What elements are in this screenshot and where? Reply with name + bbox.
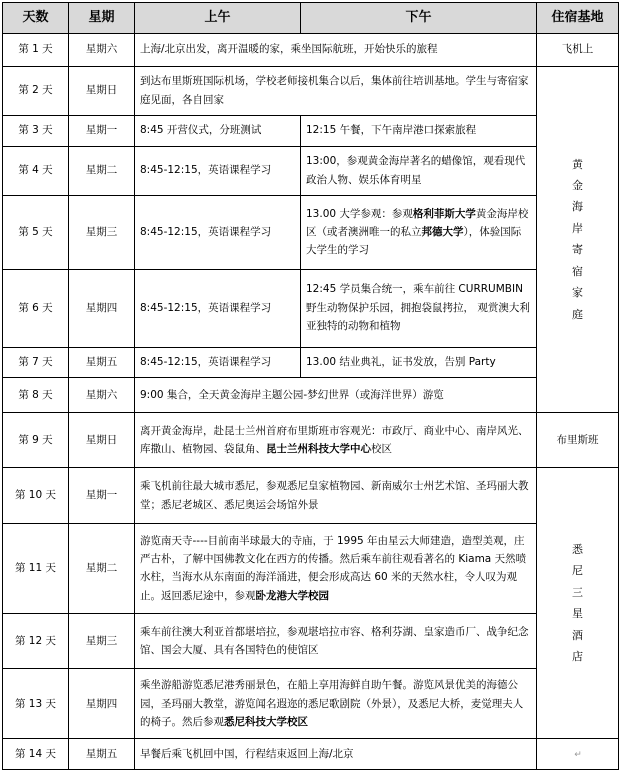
- table-row: [3, 378, 619, 413]
- header-day: 天数: [3, 3, 69, 34]
- itinerary-table: [2, 2, 619, 770]
- header-am: 上午: [135, 3, 301, 34]
- activity-cell: 乘飞机前往最大城市悉尼，参观悉尼皇家植物园、新南威尔士州艺术馆、圣玛丽大教堂；悉尼老城区、悉尼奥运会场馆外景: [135, 468, 537, 523]
- day-cell: 第 12 天: [3, 614, 69, 669]
- stay-cell: 飞机上: [537, 33, 619, 66]
- stay-cell: 布里斯班: [537, 413, 619, 468]
- header-stay: 住宿基地: [537, 3, 619, 34]
- weekday-cell: 星期一: [69, 468, 135, 523]
- activity-text: 乘坐游船游览悉尼港秀丽景色，在船上享用海鲜自助午餐。游览风景优美的海德公园，圣玛丽大教堂，游览闻名遐迩的悉尼歌剧院（外景），及悉尼大桥，麦觉理夫人的椅子。然后参观: [140, 679, 524, 728]
- stay-char: 庭: [572, 307, 583, 321]
- weekday-cell: 星期六: [69, 378, 135, 413]
- day-cell: 第 9 天: [3, 413, 69, 468]
- university-name: 悉尼科技大学校区: [224, 715, 308, 728]
- day-cell: 第 3 天: [3, 115, 69, 146]
- activity-cell: 乘车前往澳大利亚首都堪培拉，参观堪培拉市容、格利芬湖、皇家造币厂、战争纪念馆、国会大厦、具有各国特色的使馆区: [135, 614, 537, 669]
- stay-char: 寄: [572, 243, 583, 257]
- activity-text: 游览南天寺----目前南半球最大的寺庙，于 1995 年由星云大师建造，造型美观，庄严古朴，了解中国佛教文化在西方的传播。然后乘车前往观看著名的 Kiama 天然喷水柱，当海水从东南面的海洋涌进，便会形成高达 60 米的天然水柱，令人叹为观止。返回悉尼途中，参观: [140, 534, 527, 602]
- pm-text: 13.00 大学参观：参观: [306, 207, 413, 220]
- activity-text: 离开黄金海岸，赴昆士兰州首府布里斯班市容观光：市政厅、商业中心、南岸风光、库撒山、植物园、袋鼠角、: [140, 424, 529, 456]
- pm-cell: 13:00，参观黄金海岸著名的蜡像馆，观看现代政治人物、娱乐体育明星: [301, 146, 537, 195]
- weekday-cell: 星期四: [69, 269, 135, 347]
- weekday-cell: 星期五: [69, 739, 135, 770]
- day-cell: 第 1 天: [3, 33, 69, 66]
- stay-char: 海: [572, 200, 583, 214]
- activity-cell: [135, 523, 537, 613]
- university-name: 格利菲斯大学: [412, 207, 476, 220]
- table-row: [3, 739, 619, 770]
- table-row: [3, 669, 619, 739]
- am-cell: 8:45-12:15，英语课程学习: [135, 146, 301, 195]
- day-cell: 第 6 天: [3, 269, 69, 347]
- weekday-cell: 星期六: [69, 33, 135, 66]
- university-name: 邦德大学: [421, 225, 464, 238]
- day-cell: 第 13 天: [3, 669, 69, 739]
- table-row: [3, 269, 619, 347]
- university-name: 昆士兰州科技大学中心: [266, 443, 371, 456]
- stay-char: 尼: [572, 564, 583, 578]
- am-cell: 8:45-12:15，英语课程学习: [135, 347, 301, 378]
- table-row: [3, 195, 619, 269]
- weekday-cell: 星期四: [69, 669, 135, 739]
- paragraph-mark: ↵: [574, 749, 582, 760]
- weekday-cell: 星期五: [69, 347, 135, 378]
- day-cell: 第 10 天: [3, 468, 69, 523]
- day-cell: 第 8 天: [3, 378, 69, 413]
- weekday-cell: 星期一: [69, 115, 135, 146]
- activity-cell: 上海/北京出发，离开温暖的家，乘坐国际航班，开始快乐的旅程: [135, 33, 537, 66]
- university-name: 卧龙港大学校园: [255, 589, 329, 602]
- pm-text: 黄金海岸校区（或者澳洲唯一的私立: [306, 207, 529, 238]
- activity-text: 校区: [371, 443, 392, 456]
- pm-cell: 12:15 午餐，下午南岸港口探索旅程: [301, 115, 537, 146]
- activity-cell: 早餐后乘飞机回中国，行程结束返回上海/北京: [135, 739, 537, 770]
- activity-cell: 9:00 集合，全天黄金海岸主题公园-梦幻世界（或海洋世界）游览: [135, 378, 537, 413]
- table-row: [3, 66, 619, 115]
- pm-text: ），体验国际大学生的学习: [306, 225, 522, 257]
- weekday-cell: 星期二: [69, 146, 135, 195]
- header-pm: 下午: [301, 3, 537, 34]
- stay-char: 店: [572, 650, 583, 664]
- pm-cell: 13.00 结业典礼，证书发放，告别 Party: [301, 347, 537, 378]
- table-row: [3, 115, 619, 146]
- table-row: [3, 146, 619, 195]
- day-cell: 第 4 天: [3, 146, 69, 195]
- weekday-cell: 星期三: [69, 614, 135, 669]
- pm-cell: 12:45 学员集合统一，乘车前往 CURRUMBIN 野生动物保护乐园，拥抱袋鼠拷拉， 观赏澳大利亚独特的动物和植物: [301, 269, 537, 347]
- weekday-cell: 星期三: [69, 195, 135, 269]
- day-cell: 第 2 天: [3, 66, 69, 115]
- am-cell: 8:45 开营仪式，分班测试: [135, 115, 301, 146]
- table-row: [3, 468, 619, 523]
- day-cell: 第 11 天: [3, 523, 69, 613]
- header-weekday: 星期: [69, 3, 135, 34]
- stay-char: 宿: [572, 264, 583, 278]
- stay-cell: [537, 739, 619, 770]
- stay-sydney: [537, 468, 619, 739]
- weekday-cell: 星期日: [69, 66, 135, 115]
- weekday-cell: 星期日: [69, 413, 135, 468]
- stay-char: 家: [572, 286, 583, 300]
- am-cell: 8:45-12:15，英语课程学习: [135, 195, 301, 269]
- day-cell: 第 7 天: [3, 347, 69, 378]
- stay-gold-coast: [537, 66, 619, 413]
- table-row: [3, 614, 619, 669]
- activity-cell: [135, 669, 537, 739]
- stay-char: 黄: [572, 157, 583, 171]
- table-row: [3, 523, 619, 613]
- table-row: [3, 33, 619, 66]
- weekday-cell: 星期二: [69, 523, 135, 613]
- stay-char: 悉: [572, 542, 583, 556]
- stay-char: 金: [572, 179, 583, 193]
- stay-char: 星: [572, 607, 583, 621]
- stay-char: 三: [572, 585, 583, 599]
- stay-char: 岸: [572, 221, 583, 235]
- day-cell: 第 14 天: [3, 739, 69, 770]
- table-row: [3, 413, 619, 468]
- day-cell: 第 5 天: [3, 195, 69, 269]
- stay-char: 酒: [572, 628, 583, 642]
- activity-cell: [135, 413, 537, 468]
- activity-cell: 到达布里斯班国际机场，学校老师接机集合以后，集体前往培训基地。学生与寄宿家庭见面，各自回家: [135, 66, 537, 115]
- pm-cell: [301, 195, 537, 269]
- table-row: [3, 347, 619, 378]
- am-cell: 8:45-12:15，英语课程学习: [135, 269, 301, 347]
- header-row: [3, 3, 619, 34]
